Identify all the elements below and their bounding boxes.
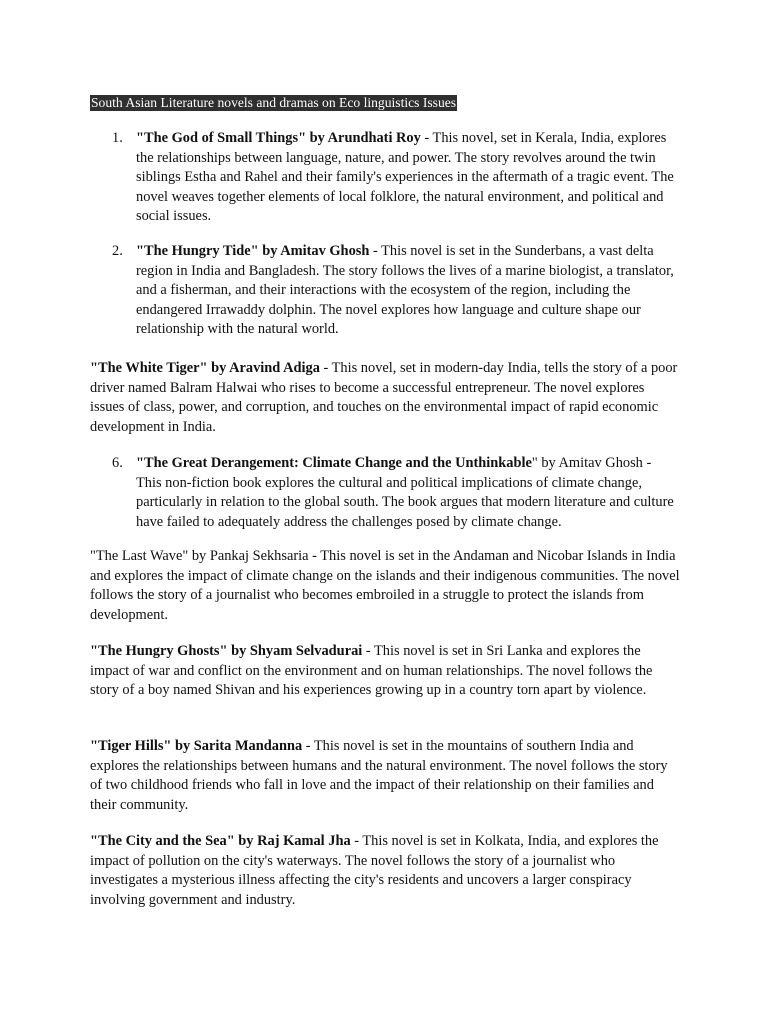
book-title: "The City and the Sea" by Raj Kamal Jha bbox=[90, 833, 351, 849]
paragraph-last-wave bbox=[90, 547, 680, 625]
book-title: "The White Tiger" by Aravind Adiga bbox=[90, 360, 320, 376]
list-number: 6. bbox=[112, 455, 123, 471]
book-author: " by Amitav Ghosh bbox=[531, 455, 643, 471]
list-item-hungry-tide bbox=[112, 242, 680, 340]
book-title: "The God of Small Things" by Arundhati Roy bbox=[136, 130, 421, 146]
book-title: "The Hungry Ghosts" by Shyam Selvadurai bbox=[90, 643, 363, 659]
document-heading: South Asian Literature novels and dramas on Eco linguistics Issues bbox=[91, 95, 457, 110]
book-description: - This novel, set in Kerala, India, explores the relationships between language, nature, and power. The story revolves around the twin siblings Estha and Rahel and their family's experiences in the aftermath of a tragic event. The novel weaves together elements of local folklore, the natural environment, and political and social issues. bbox=[136, 130, 674, 225]
list-item-god-of-small-things bbox=[112, 129, 680, 227]
paragraph-white-tiger bbox=[90, 359, 680, 437]
paragraph-hungry-ghosts bbox=[90, 642, 680, 701]
book-description: - This non-fiction book explores the cultural and political implications of climate change, particularly in relation to the global south. The book argues that modern literature and culture have failed to adequately address the challenges posed by climate change. bbox=[136, 455, 674, 530]
book-title: "The Great Derangement: Climate Change and the Unthinkable bbox=[136, 455, 532, 471]
book-title: "The Hungry Tide" by Amitav Ghosh bbox=[136, 243, 370, 259]
book-description: - This novel is set in the mountains of southern India and explores the relationships between humans and the natural environment. The novel follows the story of two childhood friends who fall in love and the impact of their relationship on their families and their community. bbox=[90, 738, 668, 813]
book-description: - This novel is set in the Sunderbans, a vast delta region in India and Bangladesh. The story follows the lives of a marine biologist, a translator, and a fisherman, and their interactions with the ecosystem of the region, including the endangered Irrawaddy dolphin. The novel explores how language and culture shape our relationship with the natural world. bbox=[136, 243, 674, 338]
paragraph-city-and-sea bbox=[90, 832, 680, 910]
book-description: - This novel is set in Sri Lanka and explores the impact of war and conflict on the environment and on human relationships. The novel follows the story of a boy named Shivan and his experiences growing up in a country torn apart by violence. bbox=[90, 643, 653, 699]
book-description: - This novel, set in modern-day India, tells the story of a poor driver named Balram Halwai who rises to become a successful entrepreneur. The novel explores issues of class, power, and corruption, and touches on the environmental impact of rapid economic development in India. bbox=[90, 360, 678, 435]
paragraph-tiger-hills bbox=[90, 737, 680, 815]
list-number: 2. bbox=[112, 243, 123, 259]
book-description: - This novel is set in Kolkata, India, and explores the impact of pollution on the city's waterways. The novel follows the story of a journalist who investigates a mysterious illness affecting the city's residents and uncovers a larger conspiracy involving government and industry. bbox=[90, 833, 659, 908]
book-title: "The Last Wave" by Pankaj Sekhsaria bbox=[90, 548, 309, 564]
list-item-great-derangement bbox=[112, 454, 680, 532]
book-title: "Tiger Hills" by Sarita Mandanna bbox=[90, 738, 303, 754]
list-number: 1. bbox=[112, 130, 123, 146]
book-description: - This novel is set in the Andaman and Nicobar Islands in India and explores the impact of climate change on the islands and their indigenous communities. The novel follows the story of a journalist who becomes embroiled in a struggle to protect the islands from development. bbox=[90, 548, 680, 623]
